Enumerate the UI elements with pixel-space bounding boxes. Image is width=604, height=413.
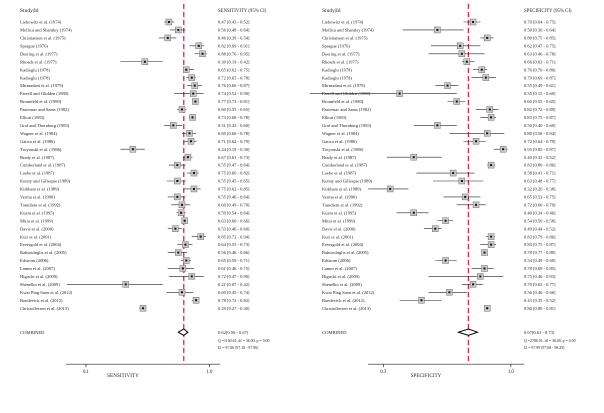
study-point-center: [202, 53, 204, 55]
study-point-center: [185, 260, 187, 262]
study-name: Cumberland et al. (1987): [322, 162, 368, 168]
study-point-center: [445, 260, 447, 262]
study-estimate: 0.83 [0.75 - 0.87]: [524, 242, 556, 248]
study-point-center: [420, 299, 422, 301]
study-point-center: [188, 132, 190, 134]
heterogeneity-q: Q =2786.01, df = 36.00, p = 0.00: [524, 339, 576, 344]
study-name: Shenelko et al. (2009): [20, 281, 60, 287]
study-point-center: [182, 267, 184, 269]
study-point-center: [190, 140, 192, 142]
study-name: Wagner et al. (1984): [322, 130, 359, 136]
study-point-center: [195, 299, 197, 301]
study-name: Higuchi et al. (2009): [20, 274, 58, 279]
study-point-center: [194, 85, 196, 87]
study-estimate: 0.63 [0.60 - 0.66]: [218, 218, 250, 224]
study-estimate: 0.73 [0.68 - 0.78]: [218, 115, 250, 120]
study-name: Trandiem et al. (1992): [20, 202, 61, 208]
study-estimate: 0.40 [0.31 - 0.52]: [524, 154, 556, 160]
study-name: Kirkham et al. (1989): [20, 186, 59, 192]
study-estimate: 0.21 [0.07 - 0.42]: [218, 281, 250, 287]
study-point-center: [459, 45, 461, 47]
study-estimate: 0.60 [0.55 - 0.65]: [218, 107, 250, 113]
study-estimate: 0.63 [0.46 - 0.78]: [524, 51, 556, 57]
study-name: Brady et al. (1987): [322, 154, 356, 160]
study-name: Sprague (1976): [322, 43, 350, 49]
study-name: Higuchi et al. (2009): [322, 274, 360, 279]
study-point-center: [452, 172, 454, 174]
study-point-center: [192, 93, 194, 95]
study-estimate: 0.56 [0.46 - 0.66]: [524, 289, 556, 295]
study-estimate: 0.76 [0.70 - 0.80]: [524, 67, 556, 73]
study-estimate: 0.29 [0.27 - 0.30]: [218, 305, 250, 311]
study-estimate: 0.43 [0.35 - 0.52]: [524, 297, 556, 303]
study-estimate: 0.83 [0.80 - 0.86]: [524, 162, 556, 168]
study-name: Kenny and Gillespie (1989): [20, 178, 71, 184]
study-point-center: [490, 116, 492, 118]
study-estimate: 0.78 [0.72 - 0.82]: [218, 297, 250, 303]
study-estimate: 0.88 [0.76 - 0.95]: [218, 51, 250, 57]
study-name: Sprague (1976): [20, 43, 48, 49]
study-estimate: 0.55 [0.47 - 0.64]: [218, 162, 250, 168]
study-point-center: [389, 188, 391, 190]
study-point-center: [176, 164, 178, 166]
study-estimate: 0.55 [0.45 - 0.65]: [218, 178, 250, 184]
study-name: Liebowitz et al. (1974): [20, 19, 62, 25]
study-point-center: [192, 116, 194, 118]
study-estimate: 0.54 [0.49 - 0.60]: [524, 258, 556, 264]
study-name: Elliott (1983): [20, 115, 45, 120]
study-name: Lamm et al. (2007): [20, 266, 55, 272]
study-name: Gatica et al. (1986): [322, 138, 357, 144]
study-name: Deering et al. (1977): [322, 51, 360, 57]
study-point-center: [456, 101, 458, 103]
study-name: Kadioglu (1978): [20, 67, 50, 73]
study-point-center: [475, 204, 477, 206]
estimate-header: SENSITIVITY (95% CI): [218, 9, 267, 14]
study-name: Davis et al. (2000): [20, 226, 54, 232]
study-point-center: [464, 196, 466, 198]
study-name: Verma et al. (1990): [322, 194, 357, 200]
study-point-center: [461, 180, 463, 182]
study-estimate: 0.79 [0.69 - 0.87]: [524, 75, 556, 81]
study-name: Rabsoulnglis et al. (2005): [322, 250, 369, 256]
study-name: Kirkham et al. (1989): [322, 186, 361, 192]
study-estimate: 0.75 [0.62 - 0.85]: [218, 186, 250, 192]
study-point-center: [399, 93, 401, 95]
study-point-center: [193, 172, 195, 174]
study-point-center: [436, 124, 438, 126]
study-estimate: 0.60 [0.55 - 0.65]: [524, 99, 556, 105]
study-name: Edstrom (2006): [20, 258, 49, 264]
study-point-center: [193, 188, 195, 190]
study-estimate: 0.70 [0.64 - 0.75]: [524, 19, 556, 25]
heterogeneity-i2: I2 = 97.99 [97.68 - 98.29]: [524, 346, 565, 351]
study-header: Study|Id: [322, 8, 341, 14]
study-estimate: 0.72 [0.65 - 0.78]: [218, 75, 250, 81]
study-name: Kuzm et al. (1995): [322, 210, 356, 216]
study-point-center: [466, 61, 468, 63]
study-point-center: [486, 132, 488, 134]
study-point-center: [447, 85, 449, 87]
study-estimate: 0.65 [0.53 - 0.75]: [524, 194, 556, 200]
estimate-header: SPECIFICITY (95% CI): [524, 9, 572, 14]
study-estimate: 0.58 [0.41 - 0.71]: [524, 170, 556, 176]
study-estimate: 0.72 [0.64 - 0.79]: [524, 138, 556, 144]
study-name: Mollica and Shantley (1974): [322, 27, 374, 33]
study-estimate: 0.30 [0.19 - 0.42]: [218, 59, 250, 65]
study-estimate: 0.82 [0.72 - 0.89]: [524, 107, 556, 113]
study-name: Kuzm et al. (1995): [20, 210, 54, 216]
combined-diamond: [458, 329, 477, 335]
study-estimate: 0.76 [0.66 - 0.87]: [218, 83, 250, 89]
study-point-center: [168, 21, 170, 23]
x-tick-label: 1.0: [206, 370, 213, 376]
study-estimate: 0.70 [0.63 - 0.77]: [524, 281, 556, 287]
study-point-center: [489, 108, 491, 110]
study-estimate: 0.69 [0.60 - 0.78]: [218, 130, 250, 136]
study-name: Verma et al. (1990): [20, 194, 55, 200]
study-estimate: 0.67 [0.61 - 0.73]: [218, 154, 250, 160]
combined-diamond: [178, 329, 188, 335]
study-name: Bondevick et al. (2012): [322, 297, 365, 303]
study-name: Graf and Thornburg (1983): [20, 122, 70, 128]
combined-estimate: 0.62[0.56 - 0.67]: [218, 329, 249, 335]
study-name: Kuri et al. (2001): [20, 234, 52, 240]
study-name: Mitra et al. (1999): [20, 218, 53, 224]
study-point-center: [486, 307, 488, 309]
study-name: Loebe et al. (1987): [322, 170, 357, 176]
study-point-center: [413, 212, 415, 214]
study-point-center: [484, 252, 486, 254]
study-point-center: [132, 148, 134, 150]
study-estimate: 0.83 [0.79 - 0.86]: [524, 234, 556, 240]
study-estimate: 0.74 [0.52 - 0.90]: [218, 91, 250, 97]
study-name: Gatica et al. (1986): [20, 138, 55, 144]
study-name: Trandiem et al. (1992): [322, 202, 363, 208]
study-name: Mirmadani et al. (1979): [20, 83, 63, 89]
study-name: Christiansen et al. (1975): [322, 35, 368, 41]
study-name: Kwai Ping Suen et al. (2012): [20, 289, 73, 295]
study-point-center: [167, 37, 169, 39]
study-point-center: [177, 252, 179, 254]
study-estimate: 0.75 [0.66 - 0.82]: [218, 170, 250, 176]
study-estimate: 0.82 [0.69 - 0.91]: [218, 43, 250, 49]
study-name: Christoffersen et al. (2013): [322, 305, 371, 311]
study-estimate: 0.65 [0.59 - 0.71]: [218, 258, 250, 264]
study-name: Cumberland et al. (1987): [20, 162, 66, 168]
study-name: Kadioglu (1978): [322, 75, 352, 81]
x-tick-label: 0.1: [82, 370, 89, 376]
study-estimate: 0.59 [0.54 - 0.64]: [218, 210, 250, 216]
study-point-center: [184, 220, 186, 222]
study-name: Christoffersen et al. (2013): [20, 305, 69, 311]
study-name: Rhoads et al. (1977): [322, 59, 359, 65]
study-estimate: 0.63 [0.48 - 0.77]: [524, 178, 556, 184]
heterogeneity-q: Q =1160.61, df = 36.00, p = 0.00: [218, 339, 270, 344]
study-estimate: 0.78 [0.69 - 0.85]: [524, 266, 556, 272]
study-point-center: [198, 45, 200, 47]
study-name: Elliott (1983): [322, 115, 347, 120]
study-point-center: [436, 29, 438, 31]
study-point-center: [194, 101, 196, 103]
study-name: Kenny and Gillespie (1989): [322, 178, 373, 184]
study-estimate: 0.75 [0.46 - 0.93]: [524, 274, 556, 279]
study-estimate: 0.71 [0.62 - 0.79]: [218, 138, 250, 144]
study-estimate: 0.65 [0.62 - 0.75]: [218, 67, 250, 73]
study-point-center: [176, 196, 178, 198]
study-header: Study|Id: [20, 8, 39, 14]
x-axis-label: SENSITIVITY: [107, 373, 139, 380]
x-tick-label: 0.3: [380, 370, 387, 376]
study-point-center: [475, 140, 477, 142]
study-point-center: [185, 69, 187, 71]
study-estimate: 0.50 [0.40 - 0.60]: [524, 122, 556, 128]
study-name: Christiansen et al. (1975): [20, 35, 66, 41]
study-point-center: [461, 53, 463, 55]
study-name: Bronnfeld et al. (1980): [322, 99, 364, 105]
study-point-center: [486, 37, 488, 39]
study-estimate: 0.78 [0.77 - 0.80]: [524, 250, 556, 256]
study-estimate: 0.54 [0.50 - 0.58]: [524, 218, 556, 224]
study-point-center: [144, 61, 146, 63]
sensitivity-panel: [20, 4, 269, 379]
x-axis-label: SPECIFICITY: [410, 373, 442, 380]
study-name: Eversgold et al. (2004): [20, 242, 62, 248]
study-name: Davis et al. (2000): [322, 226, 356, 232]
study-estimate: 0.60 [0.49 - 0.70]: [218, 202, 250, 208]
study-estimate: 0.80 [0.80 - 0.81]: [524, 305, 556, 311]
study-name: Pasternac and Sams (1982): [20, 107, 69, 113]
study-name: Bronnfeld et al. (1980): [20, 99, 62, 105]
x-tick-label: 1.0: [507, 370, 514, 376]
study-point-center: [125, 283, 127, 285]
study-point-center: [490, 244, 492, 246]
study-estimate: 0.66 [0.63 - 0.71]: [524, 59, 556, 65]
study-point-center: [502, 148, 504, 150]
study-point-center: [142, 307, 144, 309]
study-name: Mirmadani et al. (1979): [322, 83, 365, 89]
study-point-center: [484, 267, 486, 269]
study-estimate: 0.51 [0.43 - 0.60]: [218, 122, 250, 128]
study-name: Kadioglu (1978): [20, 75, 50, 81]
study-name: Loebe et al. (1987): [20, 170, 55, 176]
study-name: Mitra et al. (1999): [322, 218, 355, 224]
study-point-center: [448, 291, 450, 293]
study-estimate: 0.62 [0.47 - 0.75]: [524, 43, 556, 49]
study-estimate: 0.49 [0.44 - 0.52]: [524, 226, 556, 232]
study-point-center: [445, 220, 447, 222]
heterogeneity-i2: I2 = 97.06 [97.18 - 97.96]: [218, 346, 259, 351]
study-name: Wagner et al. (1984): [20, 130, 57, 136]
study-estimate: 0.55 [0.49 - 0.61]: [524, 83, 556, 89]
study-estimate: 0.85 [0.72 - 0.94]: [218, 234, 250, 240]
study-name: Kadioglu (1978): [322, 67, 352, 73]
study-point-center: [177, 29, 179, 31]
study-name: Graf and Thornburg (1983): [322, 122, 372, 128]
study-point-center: [490, 164, 492, 166]
study-name: Brady et al. (1987): [20, 154, 54, 160]
combined-estimate: 0.67[0.61 - 0.73]: [524, 329, 555, 335]
study-name: Liebowitz et al. (1974): [322, 19, 364, 25]
study-point-center: [191, 275, 193, 277]
study-point-center: [434, 228, 436, 230]
study-point-center: [413, 156, 415, 158]
study-point-center: [472, 21, 474, 23]
study-estimate: 0.72 [0.60 - 0.79]: [524, 202, 556, 208]
study-point-center: [481, 69, 483, 71]
study-estimate: 0.35 [0.15 - 0.60]: [524, 91, 556, 97]
combined-label: COMBINED: [20, 329, 45, 335]
study-point-center: [187, 156, 189, 158]
study-name: Bondevick et al. (2012): [20, 297, 63, 303]
study-name: Eversgold et al. (2004): [322, 242, 364, 248]
study-name: Farrell and Glidden (1980): [322, 91, 371, 97]
study-estimate: 0.72 [0.47 - 0.90]: [218, 274, 250, 279]
study-point-center: [174, 228, 176, 230]
study-name: Mollica and Shantley (1974): [20, 27, 72, 33]
study-point-center: [184, 244, 186, 246]
study-name: Troyonski et al. (1986): [322, 146, 364, 152]
study-estimate: 0.50 [0.36 - 0.64]: [524, 27, 556, 33]
study-name: Lamm et al. (2007): [322, 266, 357, 272]
study-name: Pasternac and Sams (1982): [322, 107, 371, 113]
study-name: Rabsoulnglis et al. (2005): [20, 250, 67, 256]
combined-label: COMBINED: [322, 329, 347, 335]
study-estimate: 0.40 [0.34 - 0.46]: [524, 210, 556, 216]
specificity-panel: [310, 4, 576, 379]
study-name: Kuri et al. (2001): [322, 234, 354, 240]
study-estimate: 0.56 [0.46 - 0.66]: [218, 250, 250, 256]
study-point-center: [180, 212, 182, 214]
study-point-center: [485, 77, 487, 79]
study-estimate: 0.55 [0.46 - 0.64]: [218, 194, 250, 200]
study-point-center: [472, 283, 474, 285]
study-estimate: 0.80 [0.56 - 0.94]: [524, 130, 556, 136]
study-point-center: [479, 275, 481, 277]
study-estimate: 0.60 [0.45 - 0.74]: [218, 289, 250, 295]
study-estimate: 0.46 [0.39 - 0.54]: [218, 35, 250, 41]
study-point-center: [191, 77, 193, 79]
study-estimate: 0.47 [0.43 - 0.52]: [218, 19, 250, 25]
study-name: Edstrom (2006): [322, 258, 351, 264]
study-estimate: 0.77 [0.73 - 0.81]: [218, 99, 250, 105]
study-name: Troyonski et al. (1986): [20, 146, 62, 152]
study-estimate: 0.24 [0.19 - 0.30]: [218, 146, 250, 152]
study-estimate: 0.83 [0.75 - 0.87]: [524, 115, 556, 120]
study-point-center: [172, 124, 174, 126]
study-name: Shenelko et al. (2009): [322, 281, 362, 287]
study-name: Kwai Ping Suen et al. (2012): [322, 289, 375, 295]
study-point-center: [490, 236, 492, 238]
study-name: Farrell and Glidden (1980): [20, 91, 69, 97]
study-estimate: 0.32 [0.26 - 0.38]: [524, 186, 556, 192]
study-name: Deering et al. (1977): [20, 51, 58, 57]
study-estimate: 0.64 [0.55 - 0.73]: [218, 242, 250, 248]
study-point-center: [181, 291, 183, 293]
study-point-center: [181, 204, 183, 206]
study-estimate: 0.61 [0.46 - 0.75]: [218, 266, 250, 272]
study-estimate: 0.53 [0.46 - 0.60]: [218, 226, 250, 232]
study-point-center: [181, 108, 183, 110]
study-point-center: [200, 236, 202, 238]
study-estimate: 0.80 [0.75 - 0.85]: [524, 35, 556, 41]
study-estimate: 0.93 [0.85 - 0.97]: [524, 146, 556, 152]
study-name: Rhoads et al. (1977): [20, 59, 57, 65]
study-point-center: [176, 180, 178, 182]
study-estimate: 0.56 [0.48 - 0.64]: [218, 27, 250, 33]
